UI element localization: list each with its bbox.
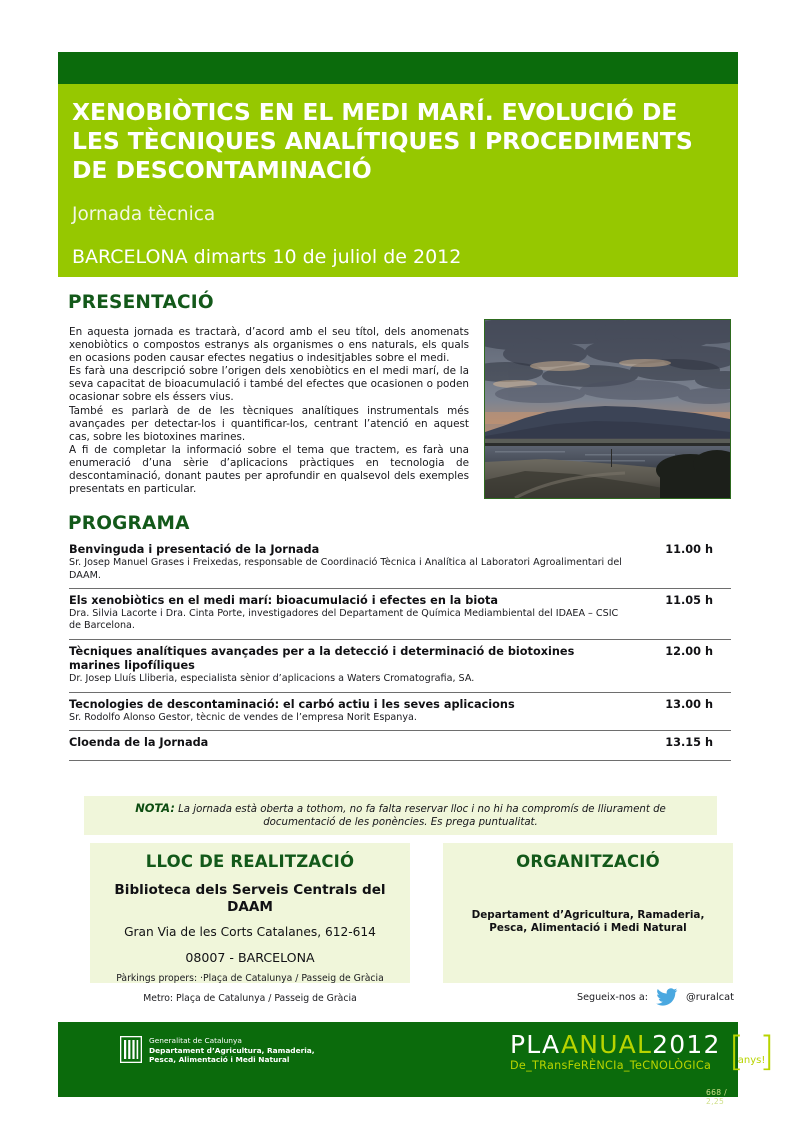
organitzacio-box (443, 843, 733, 983)
programa-row-speaker: Dra. Silvia Lacorte i Dra. Cinta Porte, investigadores del Departament de Química Mediambiental del IDAEA – CSIC de Barcelona. (69, 608, 619, 632)
bracket-right-icon: ] (758, 1029, 775, 1075)
programa-row (69, 640, 731, 693)
header-subtitle: Jornada tècnica (72, 204, 216, 225)
programa-row-time: 13.15 h (665, 736, 713, 750)
twitter-bird-icon[interactable] (656, 988, 678, 1006)
anys-word: anys! (737, 1055, 766, 1066)
programa-row-title: Tecnologies de descontaminació: el carbó actiu i les seves aplicacions (69, 697, 515, 711)
pla-anual-wordmark (510, 1032, 721, 1073)
programa-row-time: 11.00 h (665, 543, 713, 556)
nota-box (84, 796, 717, 835)
anys-badge (728, 1029, 775, 1076)
programa-row-title: Benvinguda i presentació de la Jornada (69, 543, 320, 556)
programa-row (69, 693, 731, 732)
programa-row-time: 13.00 h (665, 697, 713, 711)
programa-row-time: 12.00 h (665, 644, 713, 658)
follow-label: Segueix-nos a: (576, 991, 648, 1003)
programa-row-speaker: Sr. Rodolfo Alonso Gestor, tècnic de vendes de l’empresa Norit Espanya. (69, 712, 417, 724)
programa-heading: PROGRAMA (68, 513, 190, 534)
anys-number: 10 (738, 1034, 765, 1056)
presentacio-paragraph: En aquesta jornada es tractarà, d’acord amb el seu títol, dels anomenats xenobiòtics o compostos estranys als organismes o ens naturals, els quals en ocasions poden causar efectes negatius o indesitjables sobre el medi. (69, 326, 469, 365)
programa-row (69, 589, 731, 640)
photo-artwork (485, 320, 730, 498)
presentacio-paragraph: També es parlarà de de les tècniques analítiques instrumentals més avançades per detectar-los i quantificar-los, centrant l’atenció en aquest cas, sobre les biotoxines marines. (69, 404, 469, 443)
footer-code: 668 / 2,25 (706, 1088, 727, 1106)
nota-text-wrap (100, 802, 701, 830)
twitter-bird-glyph (656, 988, 678, 1006)
programa-row-title: Cloenda de la Jornada (69, 736, 209, 750)
presentacio-paragraph: Es farà una descripció sobre l’origen dels xenobiòtics en el medi marí, de la seva capacitat de bioacumulació i també del efectes que ocasionen o poden ocasionar sobre els éssers vius. (69, 365, 469, 404)
generalitat-line3: Pesca, Alimentació i Medi Natural (149, 1055, 290, 1065)
generalitat-shield-icon (120, 1036, 142, 1063)
programa-row-title: Tècniques analítiques avançades per a la detecció i determinació de biotoxines marines lipofíliques (69, 644, 575, 673)
header-banner (58, 84, 738, 277)
header-top-bar (58, 52, 738, 84)
presentacio-heading: PRESENTACIÓ (68, 292, 214, 313)
programa-row (69, 540, 731, 589)
pla-word-anual: ANUAL (560, 1030, 653, 1059)
lloc-city: 08007 - BARCELONA (185, 950, 315, 965)
nota-label: NOTA: (135, 800, 175, 815)
lloc-venue: Biblioteca dels Serveis Centrals del DAAM (114, 882, 386, 915)
nota-text: La jornada està oberta a tothom, no fa falta reservar lloc i no hi ha compromís de lliurament de documentació de les ponències. Es prega puntualitat. (174, 803, 666, 828)
pla-anual-main (510, 1032, 721, 1058)
pla-anual-logo (510, 1029, 775, 1076)
follow-us (577, 988, 734, 1006)
footer-bar (58, 1022, 775, 1106)
pla-word-year: 2012 (652, 1030, 721, 1059)
lloc-parking: Pàrkings propers: ·Plaça de Catalunya / Passeig de Gràcia (116, 973, 384, 984)
programa-table (69, 540, 731, 761)
page-title: XENOBIÒTICS EN EL MEDI MARÍ. EVOLUCIÓ DE LES TÈCNIQUES ANALÍTIQUES I PROCEDIMENTS DE DESCONTAMINACIÓ (72, 98, 693, 184)
lloc-heading: LLOC DE REALITZACIÓ (145, 852, 355, 871)
organitzacio-line1: Departament d’Agricultura, Ramaderia, (471, 909, 705, 921)
organitzacio-heading: ORGANITZACIÓ (516, 852, 660, 871)
generalitat-line2: Departament d’Agricultura, Ramaderia, (149, 1045, 315, 1055)
presentacio-text (69, 326, 469, 496)
pla-anual-subtitle: De_TRansFeRÈNCIa_TeCNOLÒGICa (510, 1059, 712, 1072)
programa-row-speaker: Dr. Josep Lluís Lliberia, especialista sènior d’aplicacions a Waters Cromatografia, SA. (69, 673, 475, 685)
lloc-de-realitzacio-box (90, 843, 410, 1004)
header-date: BARCELONA dimarts 10 de juliol de 2012 (72, 246, 462, 268)
pla-word-pla: PLA (510, 1030, 561, 1059)
lloc-address: Gran Via de les Corts Catalanes, 612-614 (124, 925, 376, 939)
programa-row-title: Els xenobiòtics en el medi marí: bioacumulació i efectes en la biota (69, 593, 498, 607)
programa-row-time: 11.05 h (665, 593, 713, 607)
generalitat-line1: Generalitat de Catalunya (149, 1036, 242, 1045)
generalitat-text (149, 1036, 315, 1065)
twitter-handle[interactable]: @ruralcat (685, 991, 734, 1003)
organitzacio-line2: Pesca, Alimentació i Medi Natural (489, 922, 687, 935)
presentacio-paragraph: A fi de completar la informació sobre el tema que tractem, es farà una enumeració d’una sèrie d’aplicacions pràctiques en tecnologia de descontaminació, donant pautes per aprofundir en qualsevol dels exemples presentats en particular. (69, 443, 469, 496)
programa-row-speaker: Sr. Josep Manuel Grases i Freixedas, responsable de Coordinació Tècnica i Analítica al Laboratori Agroalimentari del DAAM. (69, 557, 622, 581)
lloc-metro: Metro: Plaça de Catalunya / Passeig de Gràcia (143, 992, 357, 1004)
programa-row (69, 731, 731, 761)
organitzacio-body (443, 909, 733, 936)
generalitat-logo (120, 1036, 315, 1065)
landscape-photo (484, 319, 731, 499)
bracket-left-icon: [ (728, 1029, 745, 1075)
